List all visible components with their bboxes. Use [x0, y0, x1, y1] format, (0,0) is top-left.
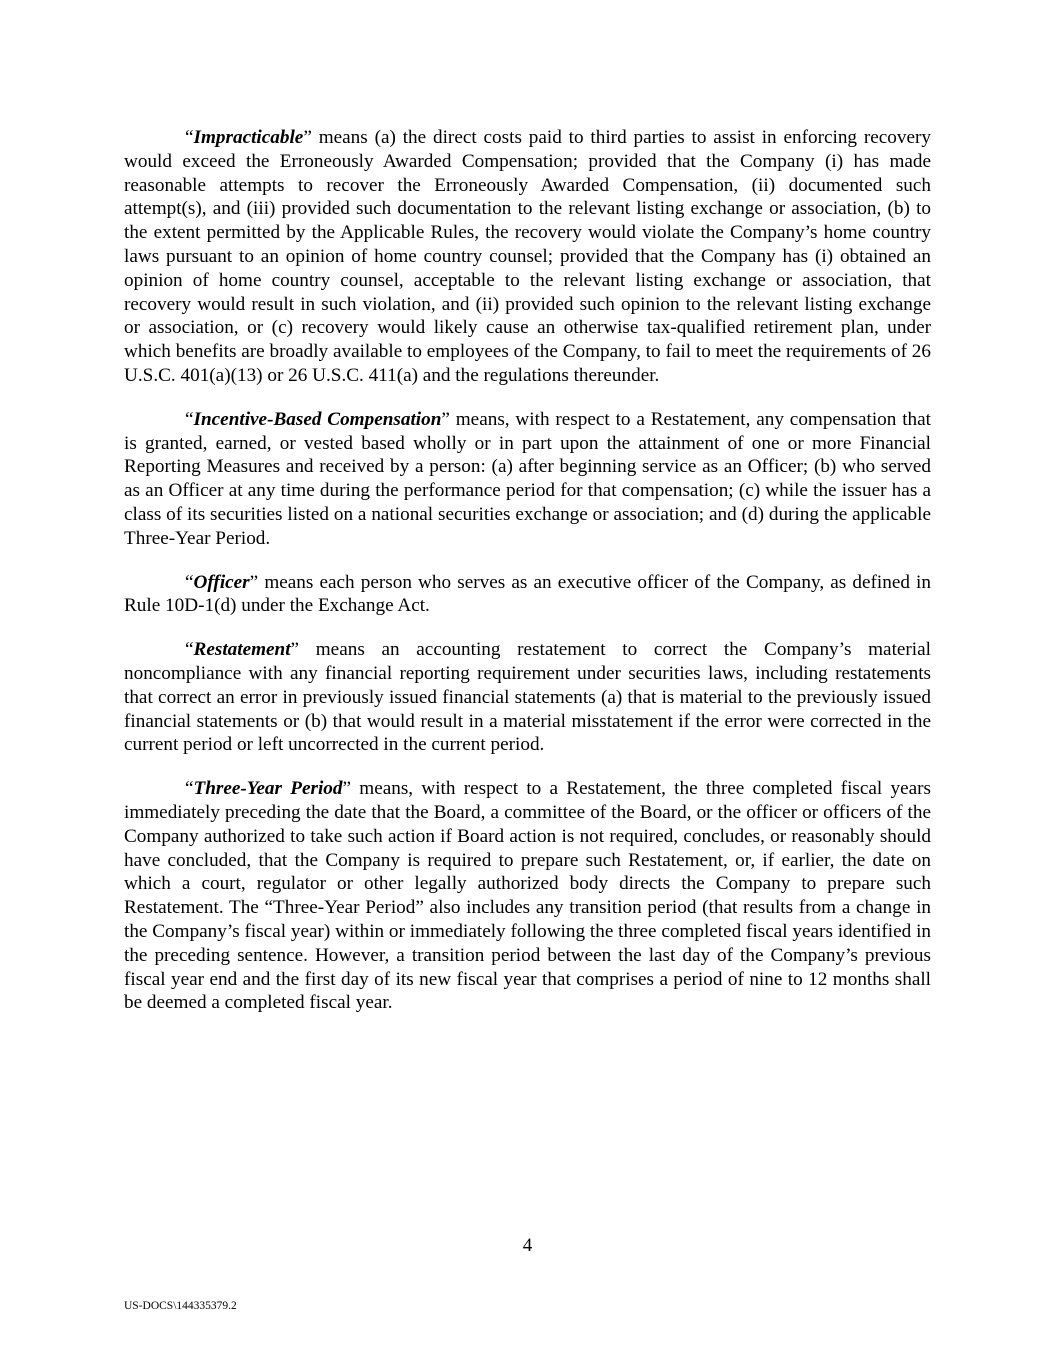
definition-impracticable	[124, 126, 931, 388]
page-number: 4	[522, 1235, 533, 1256]
definition-text: means an accounting restatement to correct the Company’s material noncompliance with any financial reporting requirement under securities laws, including restatements that correct an error in previously issued financial statements (a) that is material to the previously issued financial statements or (b) that would result in a material misstatement if the error were corrected in the current period or left uncorrected in the current period.	[124, 639, 931, 756]
defined-term: Officer	[193, 571, 250, 593]
open-quote: “	[185, 571, 194, 593]
close-quote: ”	[249, 571, 259, 593]
definition-incentive-based-compensation	[124, 408, 931, 551]
document-body	[124, 126, 931, 1035]
defined-term: Three-Year Period	[193, 778, 343, 800]
defined-term: Incentive-Based Compensation	[193, 408, 442, 430]
defined-term: Impracticable	[193, 127, 304, 148]
open-quote: “	[185, 127, 194, 148]
close-quote: ”	[290, 639, 300, 661]
definition-text: means, with respect to a Restatement, the three completed fiscal years immediately preceding the date that the Board, a committee of the Board, or the officer or officers of the Company authorized to take such action if Board action is not required, concludes, or reasonably should have concluded, that the Company is required to prepare such Restatement, or, if earlier, the date on which a court, regulator or other legally authorized body directs the Company to prepare such Restatement. The “Three-Year Period” also includes any transition period (that results from a change in the Company’s fiscal year) within or immediately following the three completed fiscal years identified in the preceding sentence. However, a transition period between the last day of the Company’s previous fiscal year end and the first day of its new fiscal year that comprises a period of nine to 12 months shall be deemed a completed fiscal year.	[124, 778, 931, 1014]
definition-text: means (a) the direct costs paid to third parties to assist in enforcing recovery would exceed the Erroneously Awarded Compensation; provided that the Company (i) has made reasonable attempts to recover the Erroneously Awarded Compensation, (ii) documented such attempt(s), and (iii) provided such documentation to the relevant listing exchange or association, (b) to the extent permitted by the Applicable Rules, the recovery would violate the Company’s home country laws pursuant to an opinion of home country counsel; provided that the Company has (i) obtained an opinion of home country counsel, acceptable to the relevant listing exchange or association, that recovery would result in such violation, and (ii) provided such opinion to the relevant listing exchange or association, or (c) recovery would likely cause an otherwise tax-qualified retirement plan, under which benefits are broadly available to employees of the Company, to fail to meet the requirements of 26 U.S.C. 401(a)(13) or 26 U.S.C. 411(a) and the regulations thereunder.	[124, 127, 931, 386]
open-quote: “	[185, 408, 194, 430]
definition-text: means, with respect to a Restatement, any compensation that is granted, earned, or vested based wholly or in part upon the attainment of one or more Financial Reporting Measures and received by a person: (a) after beginning service as an Officer; (b) who served as an Officer at any time during the performance period for that compensation; (c) while the issuer has a class of its securities listed on a national securities exchange or association; and (d) during the applicable Three-Year Period.	[124, 408, 931, 549]
defined-term: Restatement	[193, 639, 291, 661]
definition-officer	[124, 571, 931, 619]
close-quote: ”	[441, 408, 450, 430]
open-quote: “	[185, 639, 194, 661]
close-quote: ”	[342, 778, 351, 800]
definition-three-year-period	[124, 777, 931, 1015]
close-quote: ”	[303, 127, 312, 148]
open-quote: “	[185, 778, 194, 800]
document-id: US-DOCS\144335379.2	[124, 1300, 237, 1312]
definition-text: means each person who serves as an executive officer of the Company, as defined in Rule 10D-1(d) under the Exchange Act.	[124, 571, 931, 617]
definition-restatement	[124, 638, 931, 757]
